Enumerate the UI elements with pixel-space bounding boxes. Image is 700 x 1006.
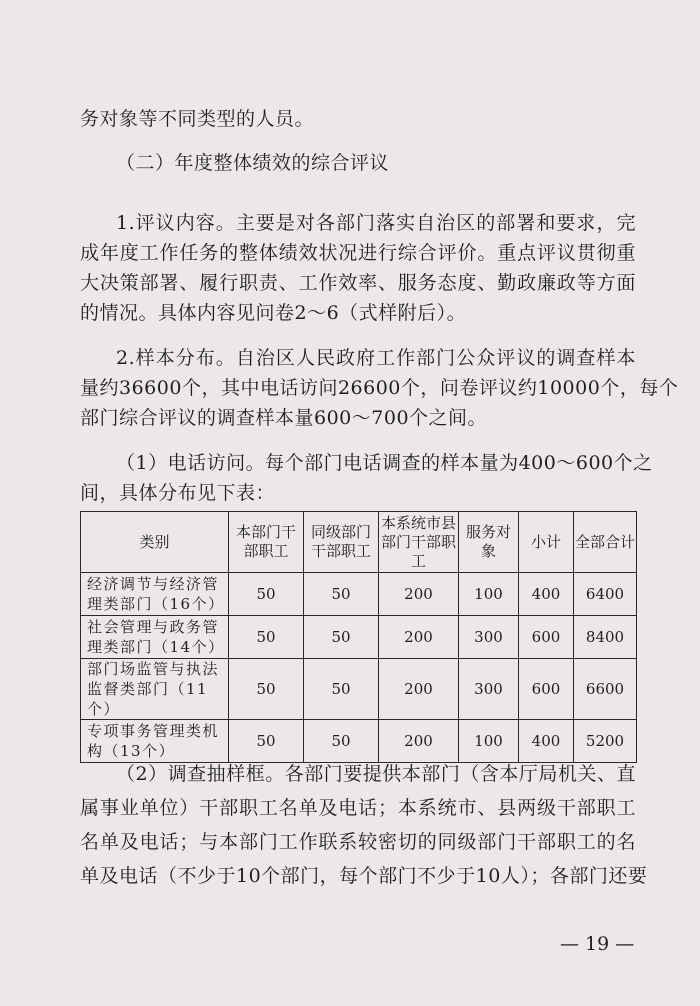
table-cell: 200 — [379, 720, 459, 763]
paragraph-line: 量约36600个，其中电话访问26600个，问卷评议约10000个，每个 — [80, 377, 679, 399]
paragraph-line: 2.样本分布。自治区人民政府工作部门公众评议的调查样本 — [116, 347, 636, 369]
column-header: 全部合计 — [574, 512, 637, 573]
table-cell: 200 — [379, 659, 459, 720]
category-cell: 专项事务管理类机构（13个） — [81, 720, 229, 763]
sample-distribution-table — [80, 511, 636, 763]
page-number: — 19 — — [560, 933, 635, 955]
table-cell: 200 — [379, 616, 459, 659]
table-header-row — [81, 512, 637, 573]
paragraph-line: 单及电话（不少于10个部门，每个部门不少于10人）；各部门还要 — [80, 865, 648, 887]
table-cell: 50 — [229, 659, 304, 720]
paragraph-line: （1）电话访问。每个部门电话调查的样本量为400～600个之 — [116, 452, 653, 474]
table-cell: 300 — [459, 616, 519, 659]
paragraph-line: 间，具体分布见下表： — [80, 482, 276, 504]
table-cell: 200 — [379, 573, 459, 616]
table-cell: 6400 — [574, 573, 637, 616]
paragraph-line: 属事业单位）干部职工名单及电话；本系统市、县两级干部职工 — [80, 797, 636, 819]
paragraph-line: 大决策部署、履行职责、工作效率、服务态度、勤政廉政等方面 — [80, 272, 636, 294]
paragraph-line: 成年度工作任务的整体绩效状况进行综合评价。重点评议贯彻重 — [80, 242, 636, 264]
table-cell: 600 — [519, 616, 574, 659]
column-header: 本部门干部职工 — [229, 512, 304, 573]
paragraph-line: 1.评议内容。主要是对各部门落实自治区的部署和要求，完 — [116, 212, 636, 234]
data-table — [80, 511, 637, 763]
table-cell: 50 — [229, 573, 304, 616]
paragraph-line: （2）调查抽样框。各部门要提供本部门（含本厅局机关、直 — [116, 763, 636, 785]
paragraph-line: 名单及电话；与本部门工作联系较密切的同级部门干部职工的名 — [80, 831, 636, 853]
column-header: 类别 — [81, 512, 229, 573]
column-header: 小计 — [519, 512, 574, 573]
table-cell: 6600 — [574, 659, 637, 720]
table-cell: 50 — [229, 720, 304, 763]
table-cell: 50 — [304, 573, 379, 616]
category-cell: 经济调节与经济管理类部门（16个） — [81, 573, 229, 616]
table-cell: 600 — [519, 659, 574, 720]
table-cell: 5200 — [574, 720, 637, 763]
table-row — [81, 573, 637, 616]
category-cell: 社会管理与政务管理类部门（14个） — [81, 616, 229, 659]
column-header: 服务对象 — [459, 512, 519, 573]
category-cell: 部门场监管与执法监督类部门（11个） — [81, 659, 229, 720]
table-cell: 400 — [519, 573, 574, 616]
table-cell: 50 — [304, 616, 379, 659]
table-row — [81, 616, 637, 659]
table-row — [81, 720, 637, 763]
table-cell: 50 — [304, 659, 379, 720]
table-cell: 100 — [459, 720, 519, 763]
column-header: 本系统市县部门干部职工 — [379, 512, 459, 573]
column-header: 同级部门干部职工 — [304, 512, 379, 573]
table-cell: 50 — [229, 616, 304, 659]
table-row — [81, 659, 637, 720]
table-cell: 300 — [459, 659, 519, 720]
section-heading: （二）年度整体绩效的综合评议 — [116, 152, 390, 174]
paragraph-line: 部门综合评议的调查样本量600～700个之间。 — [80, 407, 488, 429]
table-cell: 50 — [304, 720, 379, 763]
paragraph-line: 务对象等不同类型的人员。 — [80, 108, 315, 130]
table-cell: 8400 — [574, 616, 637, 659]
table-cell: 400 — [519, 720, 574, 763]
paragraph-line: 的情况。具体内容见问卷2～6（式样附后）。 — [80, 302, 467, 324]
table-cell: 100 — [459, 573, 519, 616]
